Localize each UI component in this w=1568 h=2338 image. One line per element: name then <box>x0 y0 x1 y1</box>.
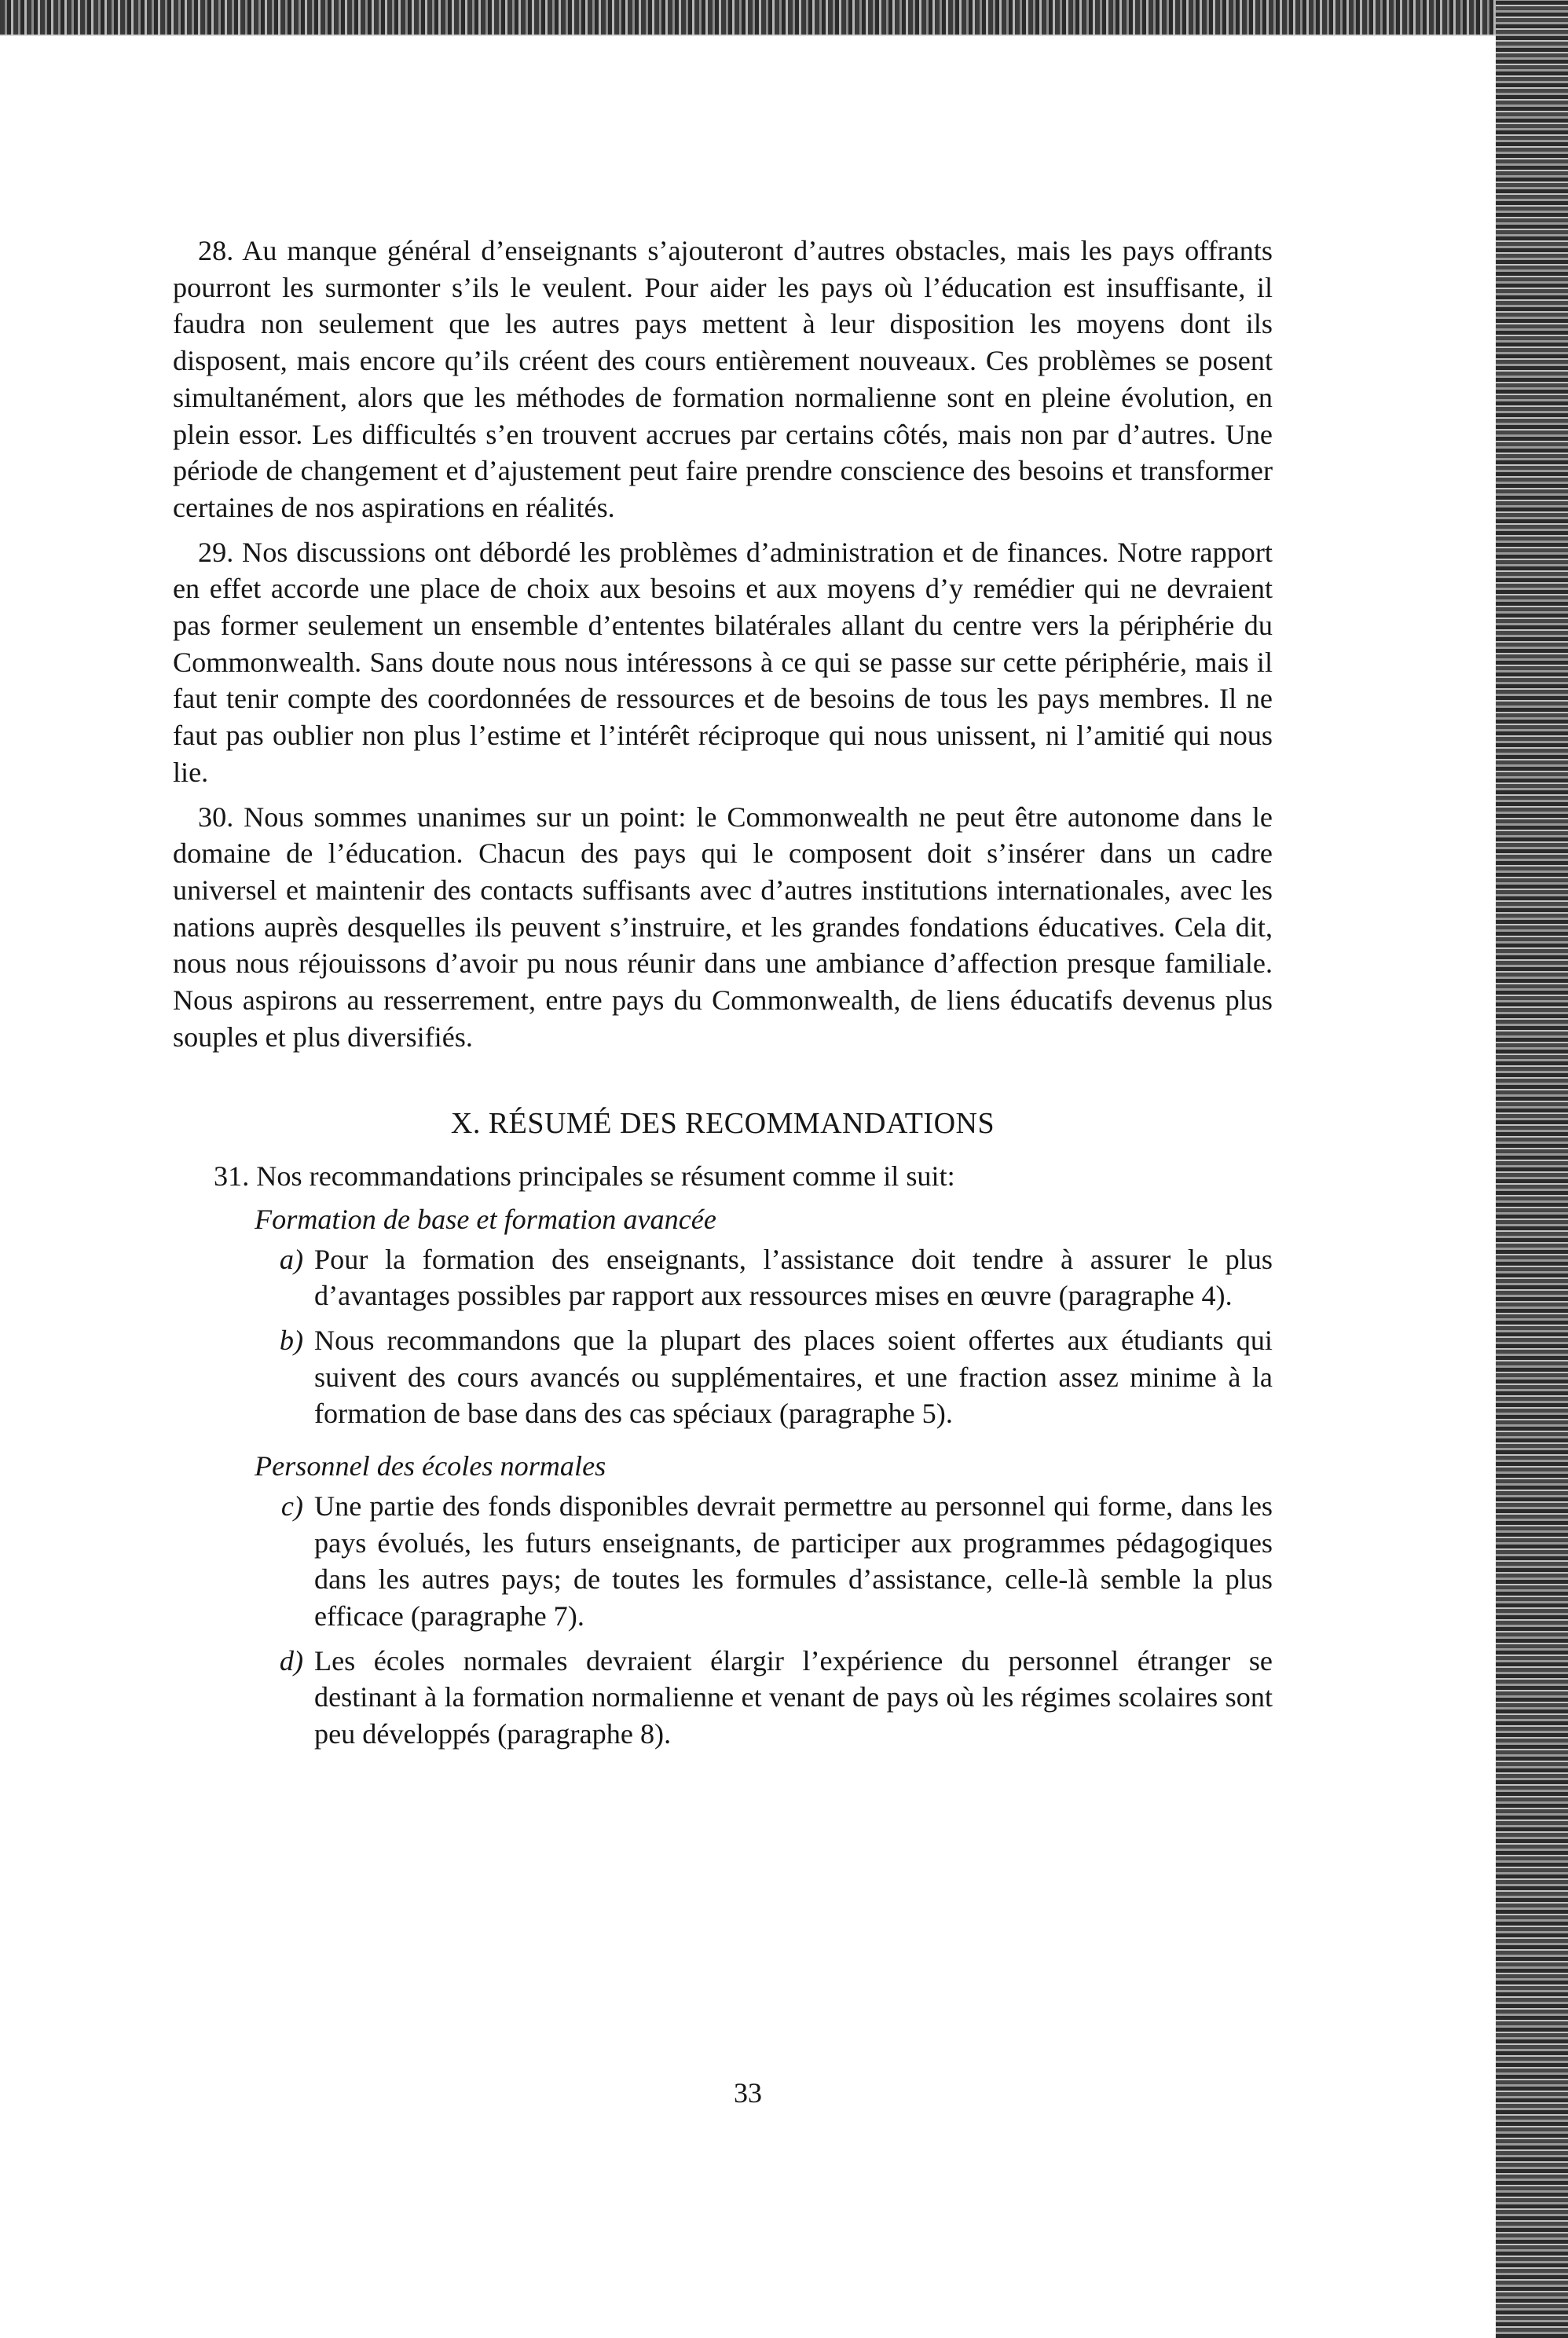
section-heading: X. RÉSUMÉ DES RECOMMANDATIONS <box>450 1107 995 1141</box>
recommendation-label: a) <box>279 1243 303 1275</box>
paragraph-30: 30. Nous sommes unanimes sur un point: le Commonwealth ne peut être autonome dans le domaine de l’éducation. Chacun des pays qui le composent doit s’insérer dans un cadre universel et maintenir des contacts suffisants avec d’autres institutions internationales, avec les nations auprès desquelles ils peuvent s’instruire, et les grandes fondations éducatives. Cela dit, nous nous réjouissons d’avoir pu nous réunir dans une ambiance d’affection presque familiale. Nous aspirons au resserrement, entre pays du Commonwealth, de liens éducatifs devenus plus souples et plus diversifiés. <box>173 801 1273 1053</box>
page-body <box>173 233 1273 1753</box>
recommendation-label: b) <box>279 1324 303 1356</box>
subsection-title-formation: Formation de base et formation avancée <box>255 1203 716 1235</box>
scan-border-top <box>0 0 1568 35</box>
paragraph-28: 28. Au manque général d’enseignants s’ajouteront d’autres obstacles, mais les pays offrants pourront les surmonter s’ils le veulent. Pour aider les pays où l’éducation est insuffisante, il faudra non seulement que les autres pays mettent à leur disposition les moyens dont ils disposent, mais encore qu’ils créent des cours entièrement nouveaux. Ces problèmes se posent simultanément, alors que les méthodes de formation normalienne sont en pleine évolution, en plein essor. Les difficultés s’en trouvent accrues par certains côtés, mais non par d’autres. Une période de changement et d’ajustement peut faire prendre conscience des besoins et transformer certaines de nos aspirations en réalités. <box>173 235 1273 523</box>
recommendation-c <box>173 1488 1273 1635</box>
recommendation-b <box>173 1322 1273 1432</box>
document-page <box>0 36 1496 2338</box>
recommendation-text: Les écoles normales devraient élargir l’expérience du personnel étranger se destinant à la formation normalienne et venant de pays où les régimes scolaires sont peu développés (paragraphe 8). <box>314 1644 1273 1750</box>
recommendation-d <box>173 1643 1273 1753</box>
subsection-title-personnel: Personnel des écoles normales <box>255 1450 606 1482</box>
scan-border-right <box>1496 0 1568 2338</box>
recommendation-label: c) <box>280 1490 303 1522</box>
paragraph-31-intro: 31. Nos recommandations principales se résument comme il suit: <box>214 1160 955 1193</box>
recommendation-text: Une partie des fonds disponibles devrait permettre au personnel qui forme, dans les pays évolués, les futurs enseignants, de participer aux programmes pédagogiques dans les autres pays; de toutes les formules d’assistance, celle-là semble la plus efficace (paragraphe 7). <box>314 1490 1273 1632</box>
recommendation-text: Nous recommandons que la plupart des places soient offertes aux étudiants qui suivent des cours avancés ou supplémentaires, et une fraction assez minime à la formation de base dans des cas spéciaux (paragraphe 5). <box>314 1324 1273 1430</box>
recommendation-label: d) <box>279 1644 303 1677</box>
recommendation-text: Pour la formation des enseignants, l’assistance doit tendre à assurer le plus d’avantages possibles par rapport aux ressources mises en œuvre (paragraphe 4). <box>314 1243 1273 1312</box>
recommendation-a <box>173 1241 1273 1314</box>
page-number: 33 <box>734 2077 762 2109</box>
paragraph-29: 29. Nos discussions ont débordé les problèmes d’administration et de finances. Notre rapport en effet accorde une place de choix aux besoins et aux moyens d’y remédier qui ne devraient pas former seulement un ensemble d’ententes bilatérales allant du centre vers la périphérie du Commonwealth. Sans doute nous nous intéressons à ce qui se passe sur cette périphérie, mais il faut tenir compte des coordonnées de ressources et de besoins de tous les pays membres. Il ne faut pas oublier non plus l’estime et l’intérêt réciproque qui nous unissent, ni l’amitié qui nous lie. <box>173 536 1273 788</box>
